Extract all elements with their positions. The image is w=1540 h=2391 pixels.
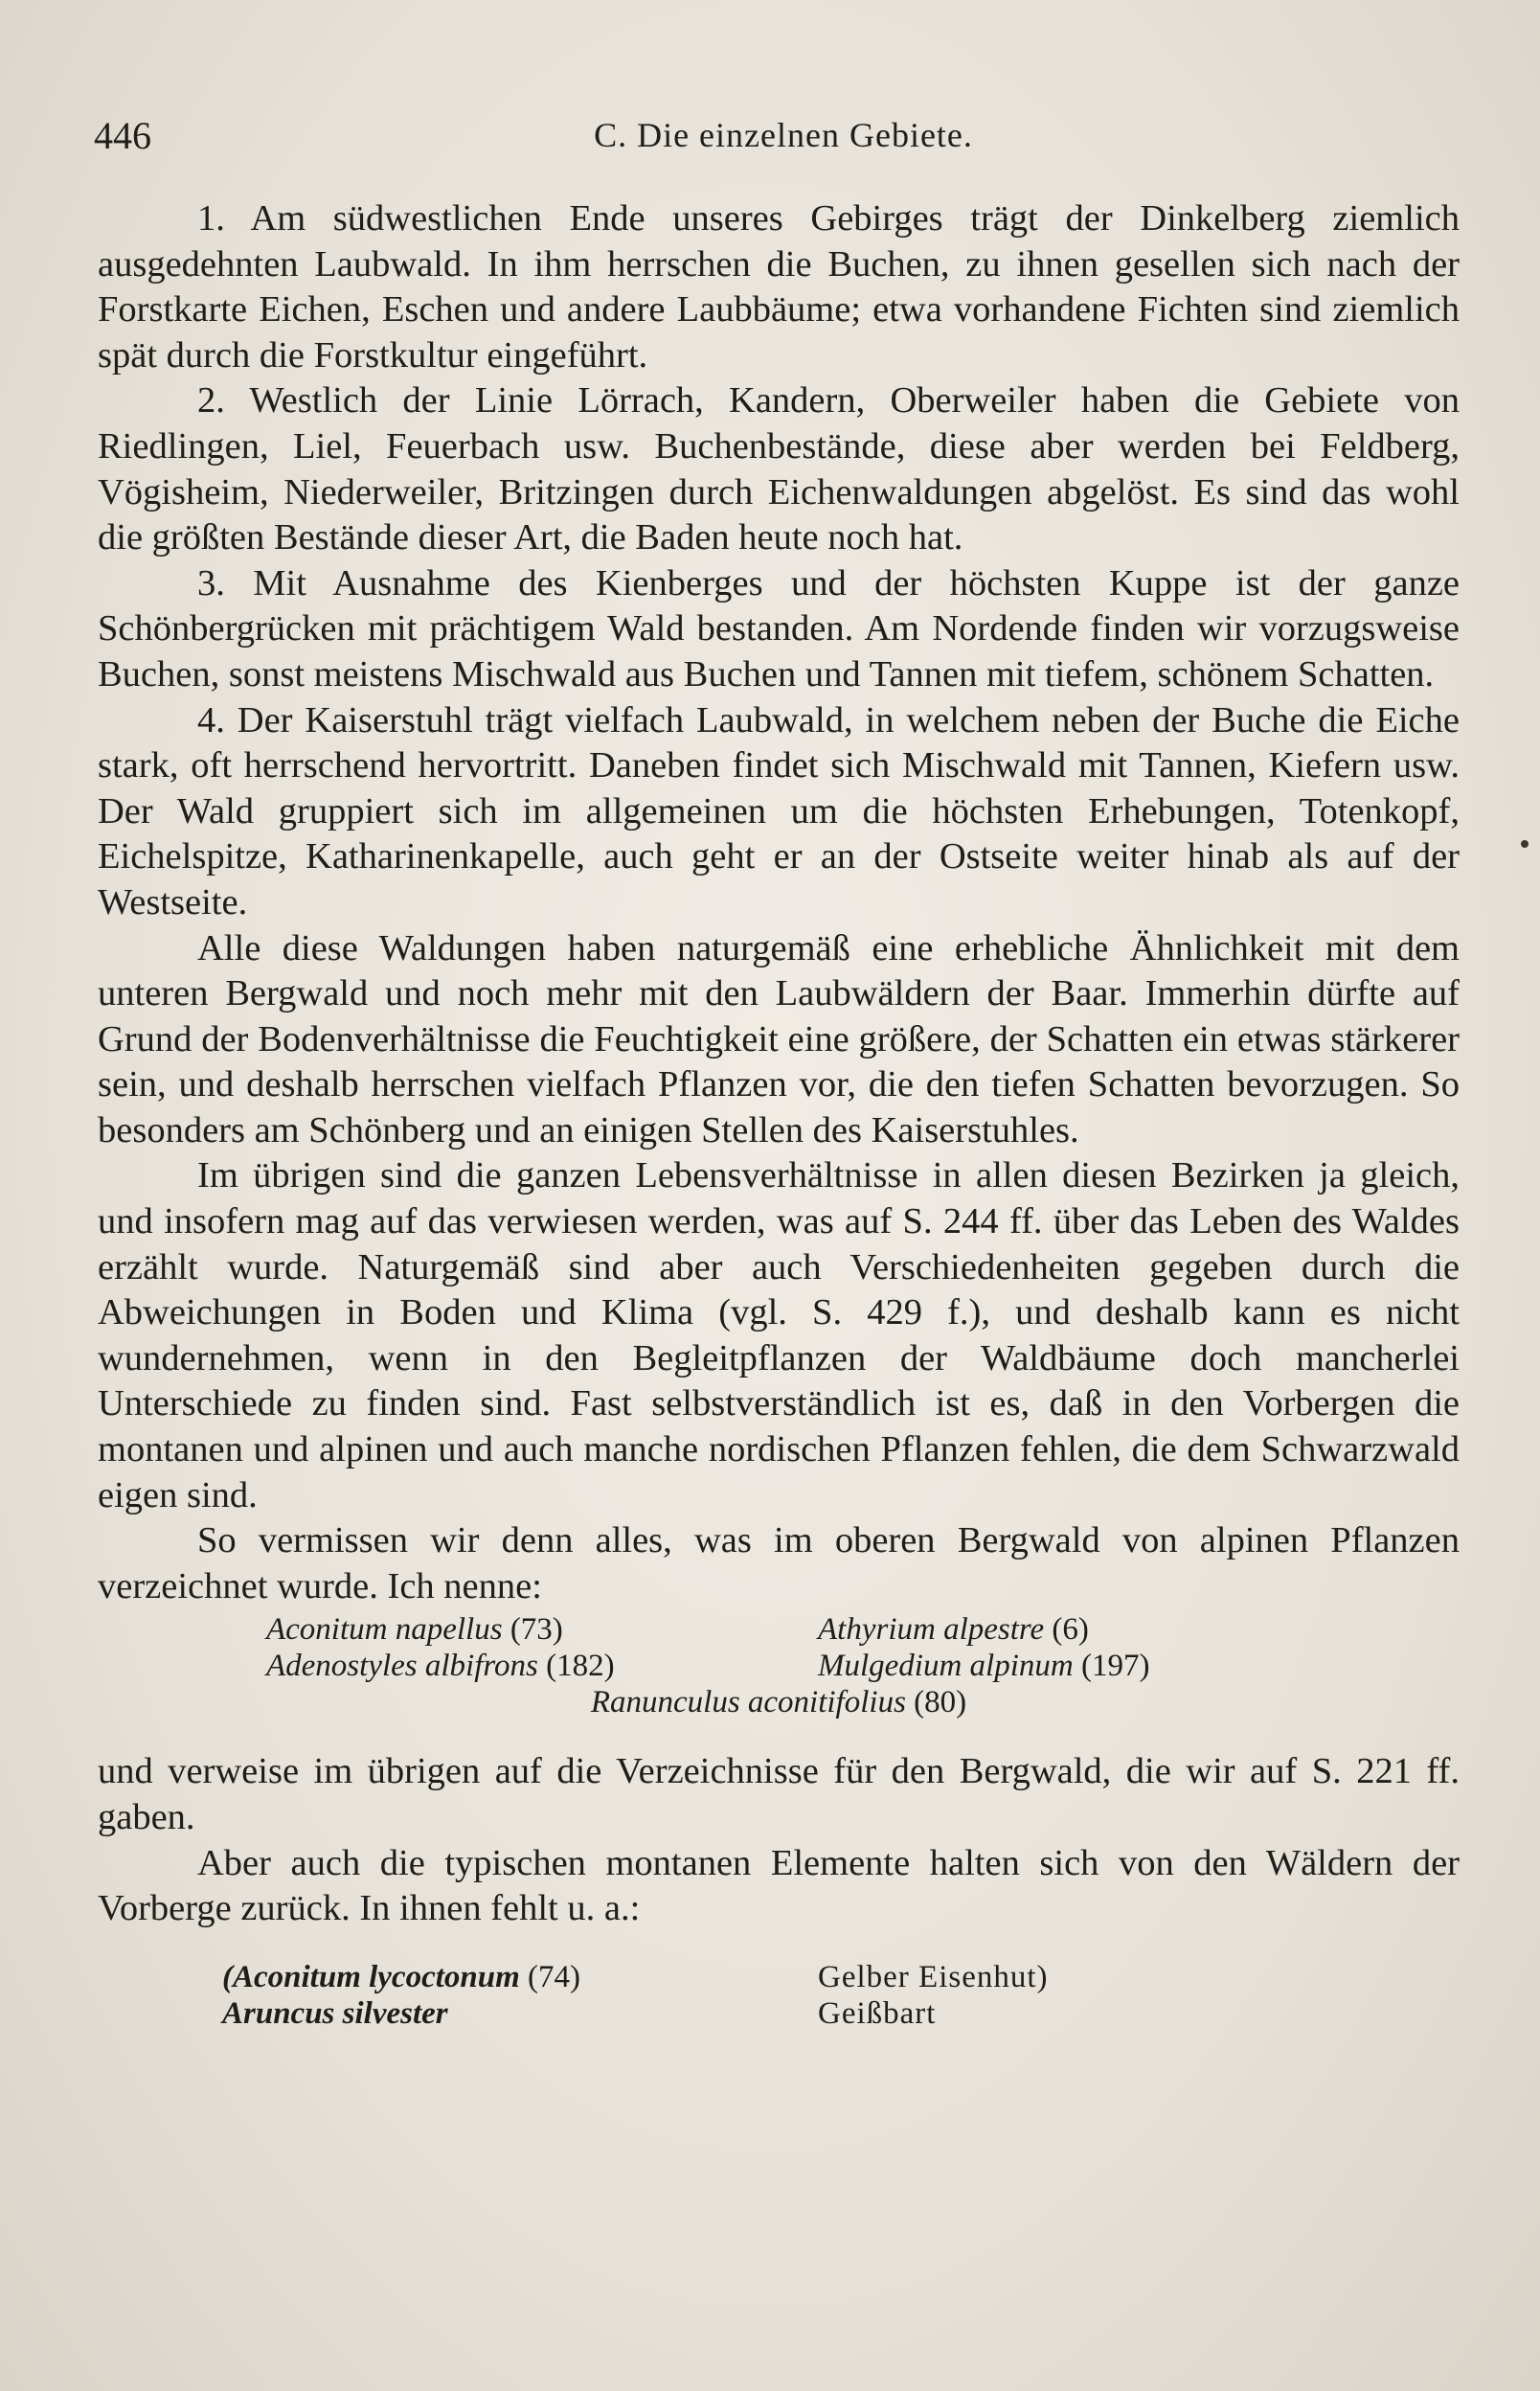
plant-name: Adenostyles albifrons [266,1649,538,1684]
plant-ref: (74) [528,1959,580,1994]
page-number: 446 [94,114,151,157]
paragraph-1: 1. Am südwestlichen Ende unseres Gebirges trägt der Dinkelberg ziemlich ausgedehnten Laubwald. In ihm herrschen die Buchen, zu ihnen gesellen sich nach der Forstkarte Eichen, Eschen und andere Laubbäume; etwa vorhandene Fichten sind ziemlich spät durch die Forstkultur eingeführt. [98,198,1460,376]
plant-name: Ranunculus aconitifolius [590,1685,906,1720]
plant-name: Aconitum napellus [266,1612,503,1648]
plant-common-name: Gelber Eisenhut) [818,1959,1049,1994]
plant-ref: (182) [546,1649,615,1684]
page-header [94,113,1435,161]
plant-name: Athyrium alpestre [818,1612,1045,1648]
running-head: C. Die einzelnen Gebiete. [594,116,973,154]
paragraph-2: 2. Westlich der Linie Lörrach, Kandern, Oberweiler haben die Gebiete von Riedlingen, Liel, Feuerbach usw. Buchenbestände, diese aber werden bei Feldberg, Vögisheim, Niederweiler, Britzingen durch Eichenwaldungen abgelöst. Es sind das wohl die größten Bestände dieser Art, die Baden heute noch hat. [98,380,1460,558]
plant-ref: (73) [510,1612,563,1648]
paragraph-7: So vermissen wir denn alles, was im oberen Bergwald von alpinen Pflanzen verzeichnet wurde. Ich nenne: [98,1520,1460,1606]
margin-speck [1521,840,1529,848]
plant-name: Mulgedium alpinum [818,1649,1074,1684]
plant-ref: (6) [1052,1612,1089,1648]
plant-ref: (197) [1080,1649,1150,1684]
paragraph-3: 3. Mit Ausnahme des Kienberges und der höchsten Kuppe ist der ganze Schönbergrücken mit prächtigem Wald bestanden. Am Nordende finden wir vorzugsweise Buchen, sonst meistens Mischwald aus Buchen und Tannen mit tiefem, schönem Schatten. [98,562,1460,695]
plant-name: Aruncus silvester [222,1995,448,2031]
paragraph-6: Im übrigen sind die ganzen Lebensverhältnisse in allen diesen Bezirken ja gleich, und insofern mag auf das verwiesen werden, was auf S. 244 ff. über das Leben des Waldes erzählt wurde. Naturgemäß sind aber auch Verschiedenheiten gegeben durch die Abweichungen in Boden und Klima (vgl. S. 429 f.), und deshalb kann es nicht wundernehmen, wenn in den Begleitpflanzen der Waldbäume doch mancherlei Unterschiede zu finden sind. Fast selbstverständlich ist es, daß in den Vorbergen die montanen und alpinen und auch manche nordischen Pflanzen fehlen, die dem Schwarzwald eigen sind. [98,1155,1460,1515]
body-text [98,196,1460,2038]
plant-name: (Aconitum lycoctonum [222,1959,520,1994]
paragraph-8: und verweise im übrigen auf die Verzeichnisse für den Bergwald, die wir auf S. 221 ff. gaben. [98,1751,1460,1837]
alpine-plant-list [98,1609,1460,1749]
montane-plant-list [98,1942,1460,2038]
plant-ref: (80) [914,1685,967,1720]
plant-common-name: Geißbart [818,1995,937,2031]
paragraph-9: Aber auch die typischen montanen Elemente halten sich von den Wäldern der Vorberge zurück. In ihnen fehlt u. a.: [98,1842,1460,1929]
paragraph-5: Alle diese Waldungen haben naturgemäß eine erhebliche Ähnlichkeit mit dem unteren Bergwald und noch mehr mit den Laubwäldern der Baar. Immerhin dürfte auf Grund der Bodenverhältnisse die Feuchtigkeit eine größere, der Schatten ein etwas stärkerer sein, und deshalb herrschen vielfach Pflanzen vor, die den tiefen Schatten bevorzugen. So besonders am Schönberg und an einigen Stellen des Kaiserstuhles. [98,927,1460,1150]
paragraph-4: 4. Der Kaiserstuhl trägt vielfach Laubwald, in welchem neben der Buche die Eiche stark, oft herrschend hervortritt. Daneben findet sich Mischwald mit Tannen, Kiefern usw. Der Wald gruppiert sich im allgemeinen um die höchsten Erhebungen, Totenkopf, Eichelspitze, Katharinenkapelle, auch geht er an der Ostseite weiter hinab als auf der Westseite. [98,699,1460,922]
